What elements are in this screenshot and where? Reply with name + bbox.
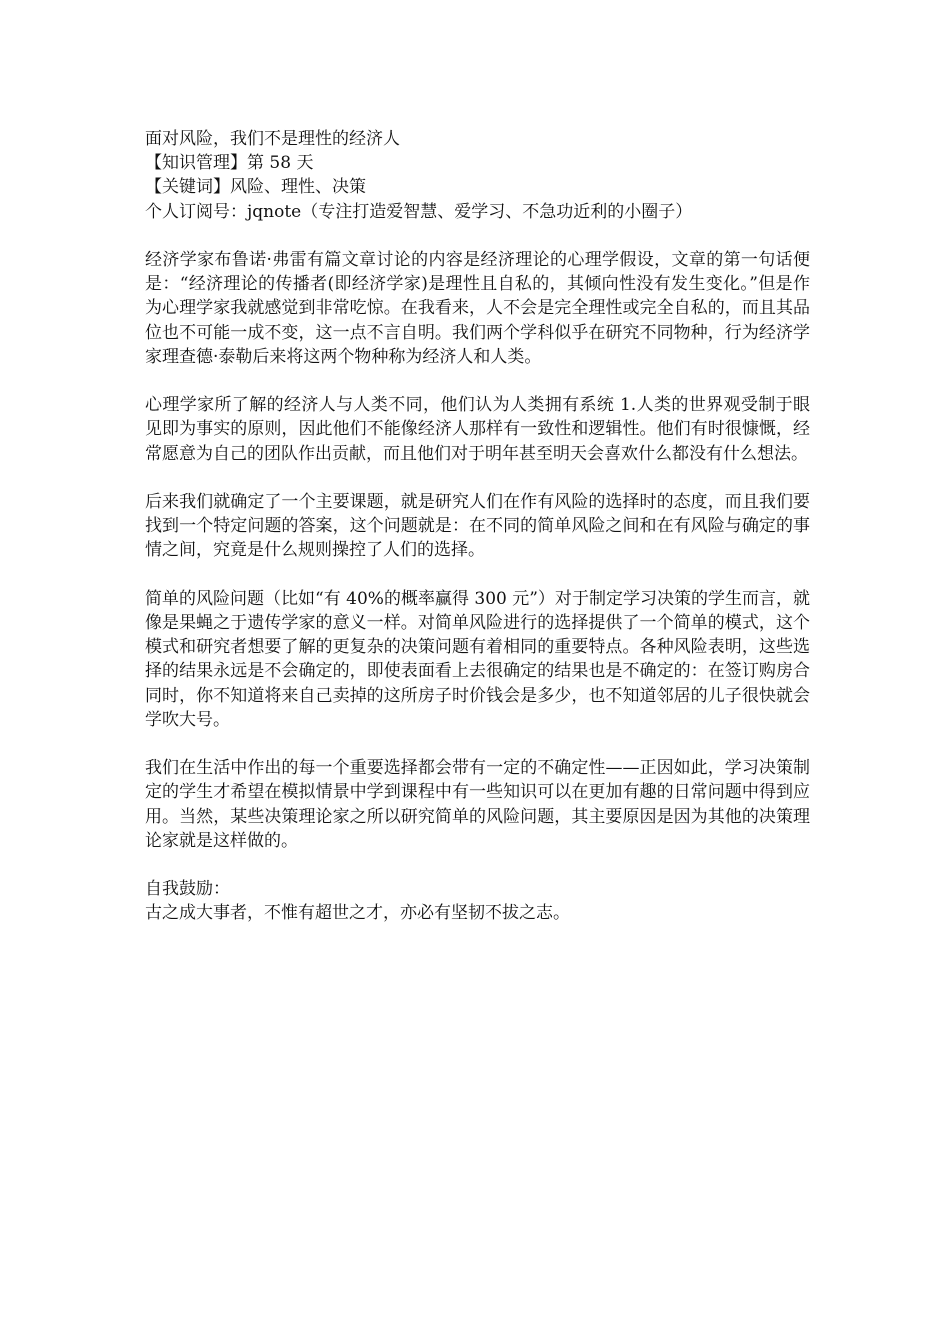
keywords-label: 【关键词】风险、理性、决策: [145, 177, 366, 198]
spacer: [145, 224, 810, 248]
encouragement-quote: 古之成大事者，不惟有超世之才，亦必有坚韧不拔之志。: [145, 903, 570, 924]
encouragement-label: 自我鼓励：: [145, 879, 230, 900]
spacer: [145, 563, 810, 587]
spacer: [145, 732, 810, 756]
spacer: [145, 466, 810, 490]
paragraph-4: 简单的风险问题（比如“有 40%的概率赢得 300 元”）对于制定学习决策的学生而言，就像是果蝇之于遗传学家的意义一样。对简单风险进行的选择提供了一个简单的模式，这个模式和研究者想要了解的更复杂的决策问题有着相同的重要特点。各种风险表明，这些选择的结果永远是不会确定的，即使表面看上去很确定的结果也是不确定的：在签订购房合同时，你不知道将来自己卖掉的这所房子时价钱会是多少，也不知道邻居的儿子很快就会学吹大号。: [145, 588, 810, 730]
paragraph-5: 我们在生活中作出的每一个重要选择都会带有一定的不确定性——正因如此，学习决策制定的学生才希望在模拟情景中学到课程中有一些知识可以在更加有趣的日常问题中得到应用。当然，某些决策理论家之所以研究简单的风险问题，其主要原因是因为其他的决策理论家就是这样做的。: [145, 758, 810, 851]
document-page: [145, 127, 810, 926]
subscription-label: 个人订阅号：jqnote（专注打造爱智慧、爱学习、不急功近利的小圈子）: [145, 201, 693, 222]
paragraph-1: 经济学家布鲁诺·弗雷有篇文章讨论的内容是经济理论的心理学假设，文章的第一句话便是：“经济理论的传播者(即经济学家)是理性且自私的，其倾向性没有发生变化。”但是作为心理学家我就感觉到非常吃惊。在我看来，人不会是完全理性或完全自私的，而且其品位也不可能一成不变，这一点不言自明。我们两个学科似乎在研究不同物种，行为经济学家理查德·泰勒后来将这两个物种称为经济人和人类。: [145, 249, 810, 367]
paragraph-2: 心理学家所了解的经济人与人类不同，他们认为人类拥有系统 1.人类的世界观受制于眼见即为事实的原则，因此他们不能像经济人那样有一致性和逻辑性。他们有时很慷慨，经常愿意为自己的团队作出贡献，而且他们对于明年甚至明天会喜欢什么都没有什么想法。: [145, 395, 810, 464]
spacer: [145, 369, 810, 393]
paragraph-3: 后来我们就确定了一个主要课题，就是研究人们在作有风险的选择时的态度，而且我们要找到一个特定问题的答案，这个问题就是：在不同的简单风险之间和在有风险与确定的事情之间，究竟是什么规则操控了人们的选择。: [145, 491, 810, 561]
document-title: 面对风险，我们不是理性的经济人: [145, 129, 400, 149]
series-label: 【知识管理】第 58 天: [145, 153, 314, 174]
spacer: [145, 853, 810, 877]
